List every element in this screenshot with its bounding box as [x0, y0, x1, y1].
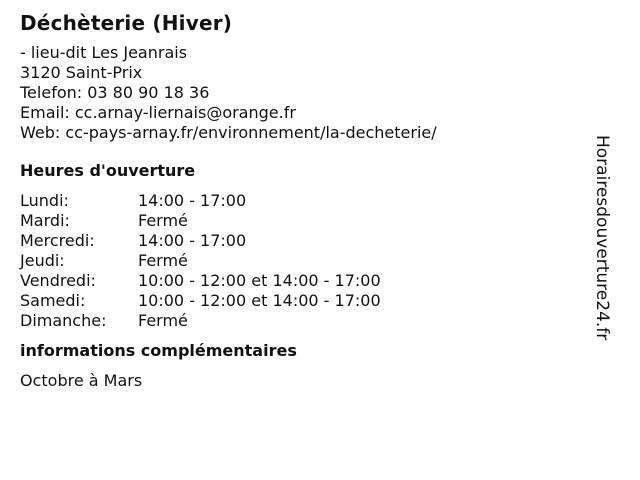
day-label: Mercredi: — [20, 231, 95, 250]
day-hours: 14:00 - 17:00 — [138, 231, 247, 250]
day-hours: 10:00 - 12:00 et 14:00 - 17:00 — [138, 271, 381, 290]
additional-info-heading: informations complémentaires — [20, 341, 297, 360]
day-hours: Fermé — [138, 311, 188, 330]
phone-number[interactable]: Telefon: 03 80 90 18 36 — [20, 83, 210, 102]
opening-hours-table — [20, 191, 381, 331]
opening-hours-heading: Heures d'ouverture — [20, 161, 196, 180]
additional-info-text: Octobre à Mars — [20, 371, 143, 390]
hours-row-tuesday — [20, 211, 381, 231]
hours-row-saturday — [20, 291, 381, 311]
hours-row-friday — [20, 271, 381, 291]
day-hours: 14:00 - 17:00 — [138, 191, 247, 210]
day-label: Jeudi: — [20, 251, 65, 270]
listing-card — [20, 10, 600, 391]
street-address: - lieu-dit Les Jeanrais — [20, 43, 188, 62]
day-label: Samedi: — [20, 291, 86, 310]
day-label: Lundi: — [20, 191, 69, 210]
hours-row-monday — [20, 191, 381, 211]
hours-row-sunday — [20, 311, 381, 331]
hours-row-wednesday — [20, 231, 381, 251]
website-link[interactable]: Web: cc-pays-arnay.fr/environnement/la-decheterie/ — [20, 123, 437, 142]
address-block — [20, 43, 600, 143]
hours-row-thursday — [20, 251, 381, 271]
day-label: Dimanche: — [20, 311, 107, 330]
page-title: Déchèterie (Hiver) — [20, 11, 233, 35]
email-address[interactable]: Email: cc.arnay-liernais@orange.fr — [20, 103, 296, 122]
day-hours: Fermé — [138, 211, 188, 230]
day-hours: 10:00 - 12:00 et 14:00 - 17:00 — [138, 291, 381, 310]
city-address: 3120 Saint-Prix — [20, 63, 143, 82]
site-watermark: Horairesdouverture24.fr — [592, 135, 612, 341]
day-label: Vendredi: — [20, 271, 96, 290]
day-label: Mardi: — [20, 211, 70, 230]
day-hours: Fermé — [138, 251, 188, 270]
